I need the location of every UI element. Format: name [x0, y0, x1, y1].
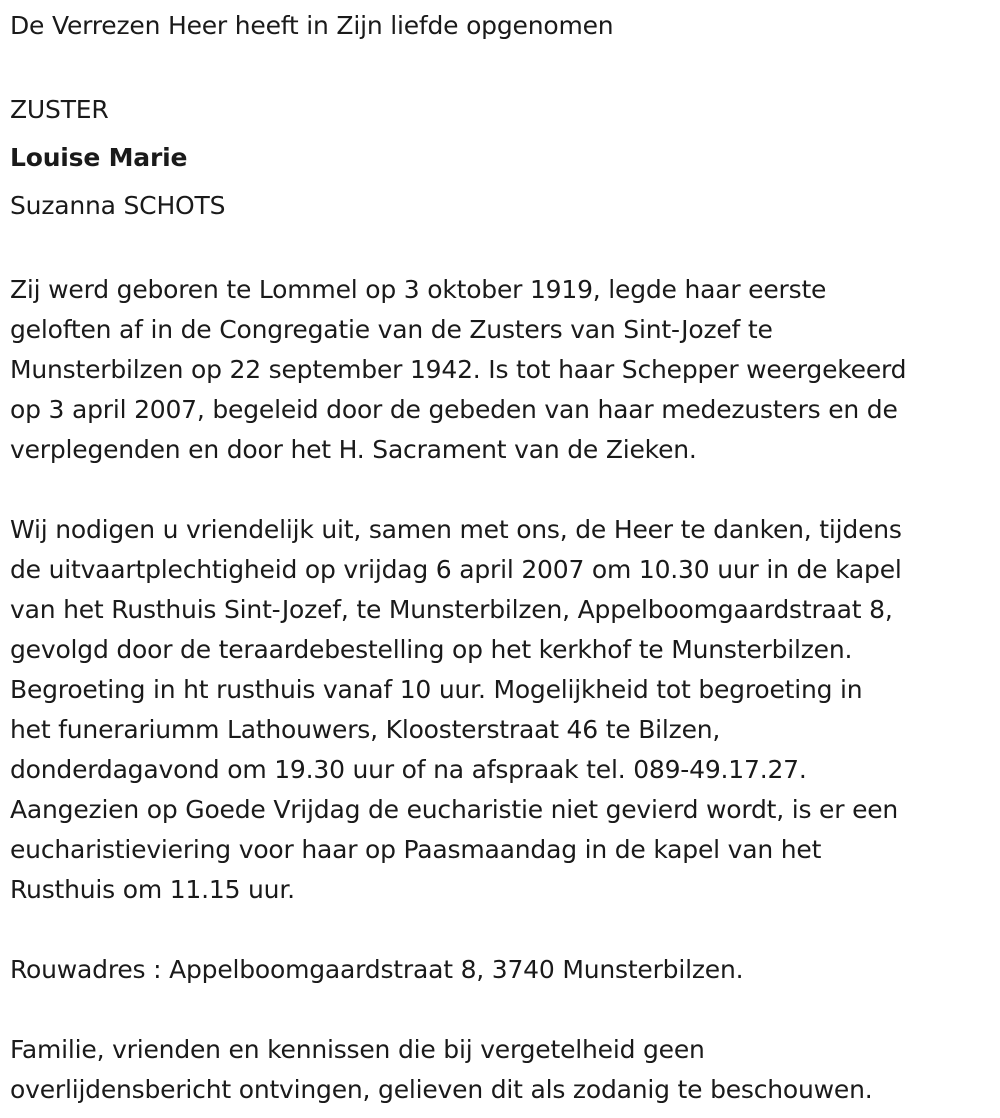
- closing-paragraph: [10, 1030, 995, 1110]
- first-names: Louise Marie: [10, 143, 188, 172]
- paragraph-line: Aangezien op Goede Vrijdag de eucharistie niet gevierd wordt, is er een: [10, 795, 899, 824]
- paragraph-line: het funerariumm Lathouwers, Kloosterstraat 46 te Bilzen,: [10, 715, 721, 744]
- paragraph-line: gevolgd door de teraardebestelling op het kerkhof te Munsterbilzen.: [10, 635, 853, 664]
- spacer: [10, 910, 995, 950]
- paragraph-line: Familie, vrienden en kennissen die bij vergetelheid geen: [10, 1035, 705, 1064]
- deceased-name: Suzanna SCHOTS: [10, 191, 226, 220]
- paragraph-line: Zij werd geboren te Lommel op 3 oktober 1919, legde haar eerste: [10, 275, 827, 304]
- paragraph-line: op 3 april 2007, begeleid door de gebeden van haar medezusters en de: [10, 395, 898, 424]
- paragraph-line: overlijdensbericht ontvingen, gelieven dit als zodanig te beschouwen.: [10, 1075, 873, 1104]
- spacer: [10, 46, 995, 86]
- funeral-paragraph: [10, 510, 995, 910]
- paragraph-line: Munsterbilzen op 22 september 1942. Is tot haar Schepper weergekeerd: [10, 355, 907, 384]
- spacer: [10, 230, 995, 270]
- paragraph-line: donderdagavond om 19.30 uur of na afspraak tel. 089-49.17.27.: [10, 755, 807, 784]
- spacer: [10, 470, 995, 510]
- paragraph-line: van het Rusthuis Sint-Jozef, te Munsterbilzen, Appelboomgaardstraat 8,: [10, 595, 893, 624]
- paragraph-line: Begroeting in ht rusthuis vanaf 10 uur. Mogelijkheid tot begroeting in: [10, 675, 863, 704]
- mourning-address: Rouwadres : Appelboomgaardstraat 8, 3740 Munsterbilzen.: [10, 955, 744, 984]
- paragraph-line: Wij nodigen u vriendelijk uit, samen met ons, de Heer te danken, tijdens: [10, 515, 902, 544]
- paragraph-line: verplegenden en door het H. Sacrament van de Zieken.: [10, 435, 697, 464]
- paragraph-line: geloften af in de Congregatie van de Zusters van Sint-Jozef te: [10, 315, 773, 344]
- paragraph-line: de uitvaartplechtigheid op vrijdag 6 april 2007 om 10.30 uur in de kapel: [10, 555, 902, 584]
- obituary-notice: [10, 6, 995, 1110]
- intro-line: De Verrezen Heer heeft in Zijn liefde opgenomen: [10, 11, 614, 40]
- biography-paragraph: [10, 270, 995, 470]
- religious-title: ZUSTER: [10, 95, 109, 124]
- spacer: [10, 990, 995, 1030]
- paragraph-line: eucharistieviering voor haar op Paasmaandag in de kapel van het: [10, 835, 822, 864]
- paragraph-line: Rusthuis om 11.15 uur.: [10, 875, 295, 904]
